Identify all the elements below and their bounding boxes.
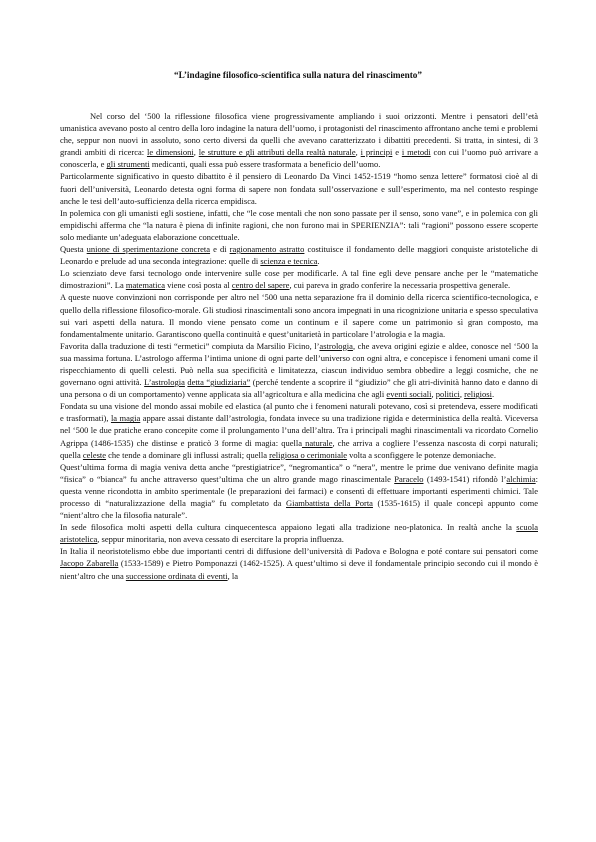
text-run: Quest’ultima forma di magia veniva detta anche “prestigiatrice”, “negromantica” o “nera”, mentre le prime due venivano definite magia “fisica” o “bianca” fu anche attraverso quest’ultima che un altro grande mago rinascimentale (60, 461, 538, 484)
underlined-term: L’astrologia (144, 377, 185, 388)
text-run: costituisce il fondamento delle maggiori conquiste aristoteliche di Leonardo e prelude ad una seconda integrazione: quelle di (60, 244, 538, 267)
paragraph (60, 521, 538, 545)
underlined-term: celeste (82, 449, 107, 460)
text-run: (1535-1615) il quale concepì appunto come “nient’altro che la filosofia naturale”. (60, 498, 538, 521)
underlined-term: successione ordinata di eventi (125, 570, 228, 581)
underlined-term: religiosa o cerimoniale (269, 449, 348, 460)
text-run: viene così posta al (165, 280, 232, 291)
underlined-term: Jacopo Zabarella (60, 558, 119, 569)
paragraph (60, 267, 538, 291)
underlined-term: gli strumenti (106, 159, 150, 170)
text-run: , (459, 389, 465, 400)
paragraph (60, 110, 538, 170)
text-run: , la (227, 570, 238, 581)
text-run: medicanti, quali essa può essere trasformata a beneficio dell’uomo. (149, 159, 381, 170)
text-run: Questa (60, 244, 87, 255)
paragraph (60, 291, 538, 339)
underlined-term: le dimensioni (146, 147, 194, 158)
text-run: (perché tendente a scoprire il “giudizio” che gli atri-divinità hanno dato e danno di una persona o di un comportamento) venne applicata sia all’agricoltura e alla medicina che agli (60, 377, 538, 400)
underlined-term: scienza e tecnica (260, 256, 318, 267)
underlined-term: le strutture e gli attributi della realtà naturale (198, 147, 356, 158)
underlined-term: astrologia (319, 340, 353, 351)
text-run: , che arriva a cogliere l’essenza nascosta di corpi naturali; quella (60, 437, 538, 460)
underlined-term: naturale (301, 437, 333, 448)
text-run: (1493-1541) rifondò l’ (423, 473, 507, 484)
text-run: Particolarmente significativo in questo dibattito è il pensiero di Leonardo Da Vinci 1452-1519 “homo senza lettere” formatosi cioè al di fuori dell’università, Leonardo detesta ogni forma di sapere non fondata sull’osservazione e sull’esperimento, ma nel contesto respinge anche le tesi dell’auto-sufficienza della ricerca empidisca. (60, 171, 538, 206)
paragraph (60, 207, 538, 243)
underlined-term: Giambattista della Porta (286, 498, 373, 508)
paragraph (60, 461, 538, 521)
text-run: A queste nuove convinzioni non corrisponde per altro nel ‘500 una netta separazione fra il dominio della ricerca scientifico-tecnologica, e quello della riflessione filosofico-morale. Gli studiosi rinascimentali sono ancora impegnati in una ricognizione unitaria e spesso speculativa sui vari aspetti della natura. Il mondo viene pensato come un continum e il sapere come un patrimonio sì gran composto, ma fondamentalmente unitario. Garantiscono quella continuità e quest’unitarietà in particolare l’atrologia e la magia. (60, 292, 538, 339)
text-run: con cui l’uomo può arrivare a conoscerla, e (60, 147, 539, 170)
paragraph (60, 243, 538, 267)
text-run: Lo scienziato deve farsi tecnologo onde intervenire sulle cose per modificarle. A tal fine egli deve pensare anche per le “matematiche dimostrazioni”. La (60, 268, 538, 291)
paragraph (60, 400, 538, 460)
document-title: “L’indagine filosofico-scientifica sulla natura del rinascimento” (174, 70, 422, 80)
underlined-term: politici (435, 389, 460, 400)
paragraph (60, 545, 538, 581)
text-run: , (193, 147, 199, 158)
text-run: , (431, 389, 436, 400)
text-run: . (317, 256, 320, 267)
text-run: volta a sconfiggere le potenze demoniache. (347, 449, 496, 460)
underlined-term: ragionamento astratto (229, 244, 305, 255)
underlined-term: detta “giudiziaria” (187, 377, 251, 388)
underlined-term: la magia (110, 413, 141, 424)
text-run: In Italia il neoristotelismo ebbe due importanti centri di diffusione dell’università di Padova e Bologna e poté contare sui pensatori come (60, 546, 538, 557)
paragraph (60, 340, 538, 400)
text-run: che tende a dominare gli influssi astrali; quella (106, 449, 270, 460)
text-run: e di (210, 244, 230, 255)
underlined-term: alchimia (506, 473, 536, 484)
underlined-term: religiosi (464, 389, 492, 400)
text-run: e (392, 147, 402, 158)
text-run: Favorita dalla traduzione di testi “ermetici” compiuta da Marsilio Ficino, l’ (60, 340, 320, 351)
text-run: , seppur minoritaria, non aveva cessato di esercitare la propria influenza. (97, 534, 344, 545)
text-run: Fondata su una visione del mondo assai mobile ed elastica (al punto che i fenomeni naturali potevano, così si pretendeva, essere modificati e trasformati), (60, 401, 538, 424)
text-run: , che aveva origini egizie e aldee, conosce nel ‘500 la sua massima fortuna. L’astrologo afferma l’intima unione di ogni parte dell’universo con ogni altra, e concepisce i fenomeni umani come il rispecchiamento di quelli celesti. Può nella sua specificità e limitatezza, ciascun individuo sembra obbedire a leggi cosmiche, che ne governano ogni attività. (60, 340, 538, 388)
underlined-term: matematica (125, 280, 166, 291)
text-run: appare assai distante dall’astrologia, fondata invece su una tradizione rigida e deterministica della realtà. Viceversa nel ‘500 le due pratiche erano concepite come il prolungamento l’una dell’altra. Tra i principali maghi rinascimentali va ricordato Cornelio Agrippa (1486-1535) che distinse e praticò 3 forme di magia: quella (60, 413, 538, 448)
paragraph (60, 170, 538, 206)
text-run: Nel corso del ‘500 la riflessione filosofica viene progressivamente ampliando i suoi orizzonti. Mentre i pensatori dell’età umanistica avevano posto al centro della loro indagine la natura dell’uomo, i protagonisti del rinascimento affrontano anche temi e problemi che, seppur non nuovi in assoluto, sono certo diversi da quelli che avevano caratterizzato i dibattiti precedenti. Si tratta, in sintesi, di 3 grandi ambiti di ricerca: (60, 111, 538, 158)
underlined-term: i principi (360, 147, 393, 158)
text-run: In polemica con gli umanisti egli sostiene, infatti, che “le cose mentali che non sono passate per il senso, sono vane”, e in polemica con gli empidischi afferma che “la natura è piena di infinite ragioni, che non furono mai in SPERIENZIA”: tali “ragioni” possono essere scoperte solo mediante un’adeguata elaborazione concettuale. (60, 207, 538, 242)
text-run: . (491, 389, 495, 400)
text-run: , cui pareva in grado conferire la necessaria prospettiva generale. (289, 280, 511, 291)
underlined-term: eventi sociali (386, 389, 432, 400)
text-run: In sede filosofica molti aspetti della cultura cinquecentesca appaiono legati alla tradizione neo-platonica. In realtà anche la (60, 522, 517, 533)
underlined-term: i metodi (401, 147, 431, 158)
document-body (60, 110, 538, 582)
text-run: (1533-1589) e Pietro Pomponazzi (1462-1525). A quest’ultimo si deve il fondamentale principio secondo cui il mondo è nient’altro che una (60, 558, 538, 581)
text-run: , (355, 147, 361, 158)
text-run: : questa venne ricondotta in ambito sperimentale (le preparazioni dei farmaci) e consentì di effettuare importanti esperimenti chimici. Tale processo di “naturalizzazione della magia” fu completato da (60, 473, 538, 508)
underlined-term: centro del sapere (231, 280, 290, 291)
underlined-term: Paracelo (394, 473, 424, 484)
underlined-term: scuola aristotelica (60, 522, 538, 545)
underlined-term: unione di sperimentazione concreta (86, 244, 211, 255)
